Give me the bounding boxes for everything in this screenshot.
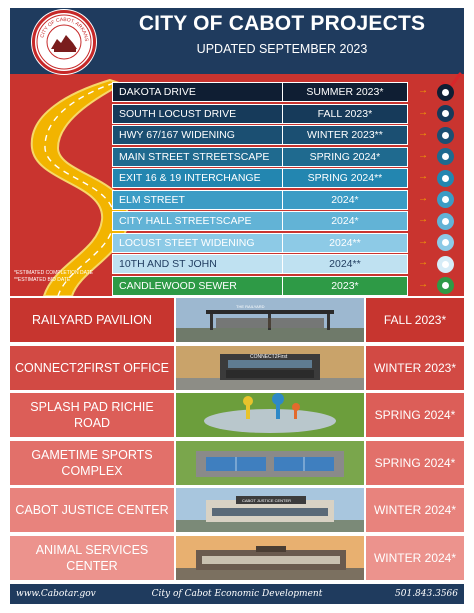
- road-project-name: CITY HALL STREETSCAPE: [119, 215, 252, 227]
- road-project-row: [112, 147, 408, 167]
- estimate-footnote: *ESTIMATED COMPLETION DATE **ESTIMATED BID DATE: [14, 270, 93, 283]
- road-project-row: [112, 190, 408, 210]
- facility-project-row: [10, 346, 464, 390]
- arrow-right-icon: →: [418, 171, 428, 182]
- road-project-row: [112, 82, 408, 102]
- status-dot-icon: [437, 234, 454, 251]
- road-project-name: ELM STREET: [119, 193, 185, 206]
- road-project-date: 2023*: [282, 277, 407, 295]
- status-dot-icon: [437, 84, 454, 101]
- seal-text: CITY OF CABOT, ARKANS: [39, 16, 90, 42]
- status-dot-icon: [437, 277, 454, 294]
- facility-project-date: WINTER 2024*: [366, 536, 464, 580]
- road-project-date: 2024*: [282, 191, 407, 209]
- road-project-row: [112, 276, 408, 296]
- arrow-right-icon: →: [418, 235, 428, 247]
- road-project-name: SOUTH LOCUST DRIVE: [119, 107, 237, 120]
- road-project-date: SPRING 2024*: [282, 148, 407, 166]
- facility-project-date: FALL 2023*: [366, 298, 464, 342]
- illustration-caption: CABOT JUSTICE CENTER: [242, 498, 292, 504]
- arrow-right-icon: →: [418, 85, 428, 96]
- illustration-caption: THE RAILYARD: [236, 304, 265, 309]
- footer-phone: 501.843.3566: [395, 589, 458, 599]
- status-dot-icon: [437, 256, 454, 273]
- facility-project-name: ANIMAL SERVICES CENTER: [10, 536, 174, 580]
- road-project-row: [112, 168, 408, 188]
- page-title: CITY OF CABOT PROJECTS: [138, 12, 426, 35]
- road-project-row: [112, 254, 408, 274]
- facility-project-name: SPLASH PAD RICHIE ROAD: [10, 393, 174, 437]
- facility-project-date: WINTER 2023*: [366, 346, 464, 390]
- facility-project-row: [10, 298, 464, 342]
- status-dot-icon: [437, 148, 454, 165]
- road-project-date: SPRING 2024**: [282, 169, 407, 187]
- facility-illustration-animal: [176, 536, 364, 580]
- facility-project-row: [10, 393, 464, 437]
- road-project-name: MAIN STREET STREETSCAPE: [119, 150, 270, 163]
- footer-department: City of Cabot Economic Development: [151, 589, 323, 599]
- illustration-caption: CONNECT2First: [250, 353, 288, 360]
- facility-project-date: SPRING 2024*: [366, 393, 464, 437]
- facility-project-row: [10, 441, 464, 485]
- facility-illustration-splash: [176, 393, 364, 437]
- status-dot-icon: [437, 170, 454, 187]
- road-project-name: CANDLEWOOD SEWER: [119, 279, 237, 292]
- footer-website[interactable]: www.Cabotar.gov: [16, 589, 96, 599]
- facility-project-row: [10, 488, 464, 532]
- status-dot-icon: [437, 191, 454, 208]
- road-project-row: [112, 211, 408, 231]
- arrow-right-icon: →: [418, 214, 428, 225]
- facility-project-row: [10, 536, 464, 580]
- road-project-row: [112, 125, 408, 145]
- facility-project-date: WINTER 2024*: [366, 488, 464, 532]
- arrow-right-icon: →: [418, 192, 428, 204]
- road-project-row: [112, 233, 408, 253]
- arrow-right-icon: →: [418, 149, 428, 161]
- status-dot-icon: [437, 127, 454, 144]
- city-seal-logo: [32, 10, 96, 74]
- status-dot-icon: [437, 213, 454, 230]
- facility-project-name: CONNECT2FIRST OFFICE: [10, 346, 174, 390]
- road-project-name: 10TH AND ST JOHN: [119, 258, 217, 270]
- road-project-date: 2024**: [282, 234, 407, 252]
- road-project-name: HWY 67/167 WIDENING: [119, 129, 235, 141]
- road-project-name: LOCUST STEET WIDENING: [119, 236, 255, 249]
- footer-bar: [10, 584, 464, 604]
- facility-illustration-sports: [176, 441, 364, 485]
- arrow-right-icon: →: [418, 278, 428, 290]
- road-project-date: WINTER 2023**: [282, 126, 407, 144]
- facility-illustration-office: [176, 346, 364, 390]
- road-project-name: EXIT 16 & 19 INTERCHANGE: [119, 172, 261, 184]
- road-project-row: [112, 104, 408, 124]
- road-project-date: SUMMER 2023*: [282, 83, 407, 101]
- page-subtitle: UPDATED SEPTEMBER 2023: [196, 42, 368, 56]
- road-project-date: 2024**: [282, 255, 407, 273]
- facility-project-name: RAILYARD PAVILION: [10, 298, 174, 342]
- status-dot-icon: [437, 105, 454, 122]
- arrow-right-icon: →: [418, 257, 428, 268]
- road-project-date: FALL 2023*: [282, 105, 407, 123]
- road-project-date: 2024*: [282, 212, 407, 230]
- arrow-right-icon: →: [418, 128, 428, 139]
- facility-project-name: GAMETIME SPORTS COMPLEX: [10, 441, 174, 485]
- facility-project-date: SPRING 2024*: [366, 441, 464, 485]
- arrow-right-icon: →: [418, 106, 428, 118]
- facility-project-name: CABOT JUSTICE CENTER: [10, 488, 174, 532]
- facility-illustration-justice: [176, 488, 364, 532]
- road-project-name: DAKOTA DRIVE: [119, 86, 196, 98]
- facility-illustration-pavilion: [176, 298, 364, 342]
